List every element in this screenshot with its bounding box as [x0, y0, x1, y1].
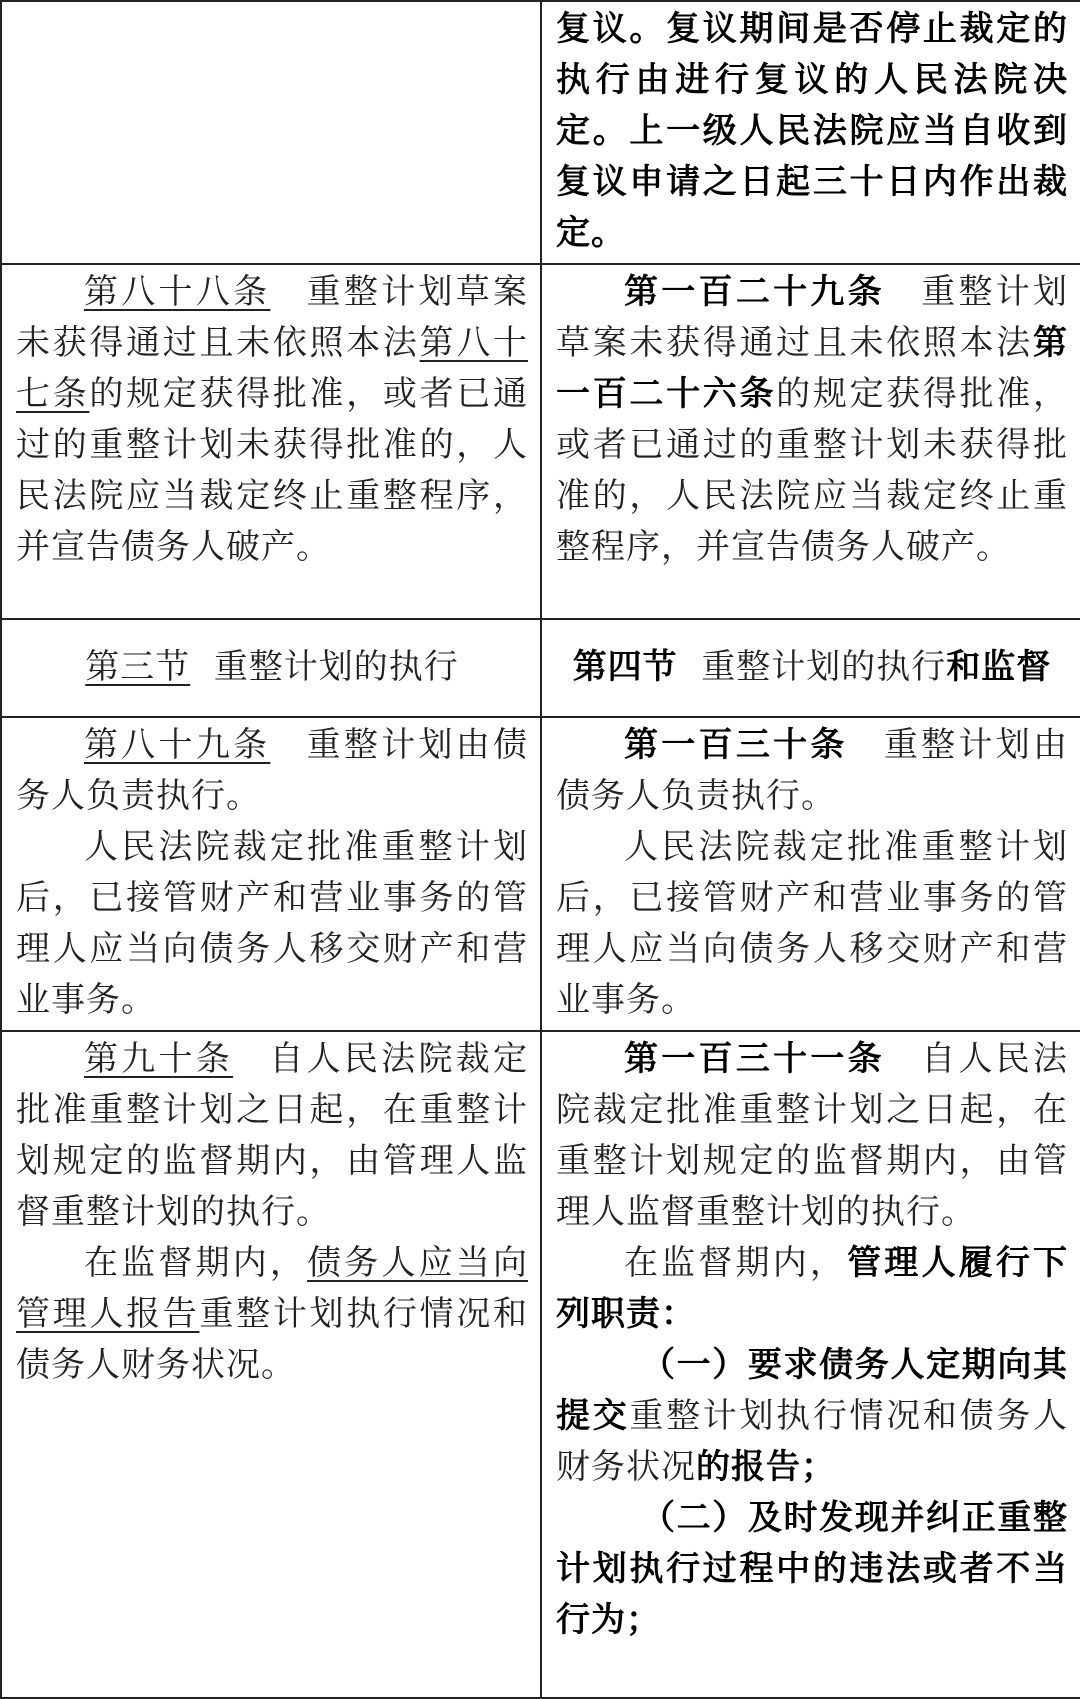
new-law-cell [541, 1, 1080, 264]
new-section-cell [541, 619, 1080, 717]
article-text: 的规定获得批准，或者已通过的重整计划未获得批准的，人民法院应当裁定终止重整程序，并宣告债务人破产。 [556, 374, 1069, 567]
section-number: 第四节 [572, 646, 678, 687]
section-title: 重整计划的执行 [213, 646, 459, 687]
article-reference: 第八十七条 [16, 323, 529, 414]
section-title: 重整计划的执行 [701, 646, 947, 687]
old-article-90 [16, 1034, 528, 1238]
article-number: 第一百三十一条 [624, 1039, 885, 1079]
section-title-addition: 和监督 [946, 646, 1052, 687]
old-law-cell [1, 717, 541, 1031]
article-paragraph: 人民法院裁定批准重整计划后，已接管财产和营业事务的管理人应当向债务人移交财产和营业事务。 [556, 827, 1068, 1020]
new-law-cell [541, 1031, 1080, 1698]
article-text: 重整计划由债务人负责执行。 [16, 725, 529, 816]
list-item: （二）及时发现并纠正重整计划执行过程中的违法或者不当行为； [556, 1498, 1068, 1640]
new-text: 复议。复议期间是否停止裁定的执行由进行复议的人民法院决定。上一级人民法院应当自收到复议申请之日起三十日内作出裁定。 [556, 9, 1068, 253]
section-number: 第三节 [85, 646, 191, 687]
table-row [1, 264, 1080, 619]
old-section-heading [16, 642, 528, 693]
new-section-heading [556, 642, 1068, 693]
old-law-cell [1, 1031, 541, 1698]
plain-text: 重整计划执行情况和债务人财务状况 [556, 1396, 1069, 1487]
old-section-cell [1, 619, 541, 717]
table-row [1, 717, 1080, 1031]
underlined-text: 债务人应当向管理人报告 [16, 1243, 529, 1334]
list-item [556, 1340, 1068, 1493]
table-row [1, 1031, 1080, 1698]
new-article-130 [556, 720, 1068, 822]
old-article-88 [16, 267, 528, 573]
old-article-89 [16, 720, 528, 822]
new-law-cell [541, 717, 1080, 1031]
article-text: 的规定获得批准，或者已通过的重整计划未获得批准的，人民法院应当裁定终止重整程序，并宣告债务人破产。 [16, 374, 529, 567]
paragraph-text: 在监督期内， [84, 1243, 308, 1283]
article-paragraph [16, 1238, 528, 1391]
paragraph-text: 重整计划执行情况和债务人财务状况。 [16, 1294, 529, 1385]
article-number: 第八十八条 [84, 272, 271, 312]
article-number: 第八十九条 [84, 725, 271, 765]
article-reference: 第一百二十六条 [556, 323, 1068, 414]
article-text: 重整计划由债务人负责执行。 [556, 725, 1069, 816]
bold-text: 的报告； [696, 1447, 836, 1487]
bold-text: 管理人履行下列职责： [556, 1243, 1069, 1334]
article-paragraph: 人民法院裁定批准重整计划后，已接管财产和营业事务的管理人应当向债务人移交财产和营业事务。 [16, 827, 528, 1020]
new-article-131 [556, 1034, 1068, 1238]
old-law-cell [1, 1, 541, 264]
article-number: 第一百二十九条 [624, 272, 885, 312]
article-number: 第九十条 [84, 1039, 234, 1079]
article-text: 重整计划草案未获得通过且未依照本法 [556, 272, 1069, 363]
article-number: 第一百三十条 [624, 725, 848, 765]
old-law-cell [1, 264, 541, 619]
new-article-129 [556, 267, 1068, 573]
article-paragraph [556, 1238, 1068, 1340]
article-text: 重整计划草案未获得通过且未依照本法 [16, 272, 529, 363]
article-text: 自人民法院裁定批准重整计划之日起，在重整计划规定的监督期内，由管理人监督重整计划的执行。 [556, 1039, 1069, 1232]
table-row [1, 1, 1080, 264]
bold-text: （一）要求债务人定期向其提交 [556, 1345, 1068, 1436]
paragraph-text: 在监督期内， [624, 1243, 848, 1283]
new-law-cell [541, 264, 1080, 619]
table-row [1, 619, 1080, 717]
article-text: 自人民法院裁定批准重整计划之日起，在重整计划规定的监督期内，由管理人监督重整计划的执行。 [16, 1039, 529, 1232]
